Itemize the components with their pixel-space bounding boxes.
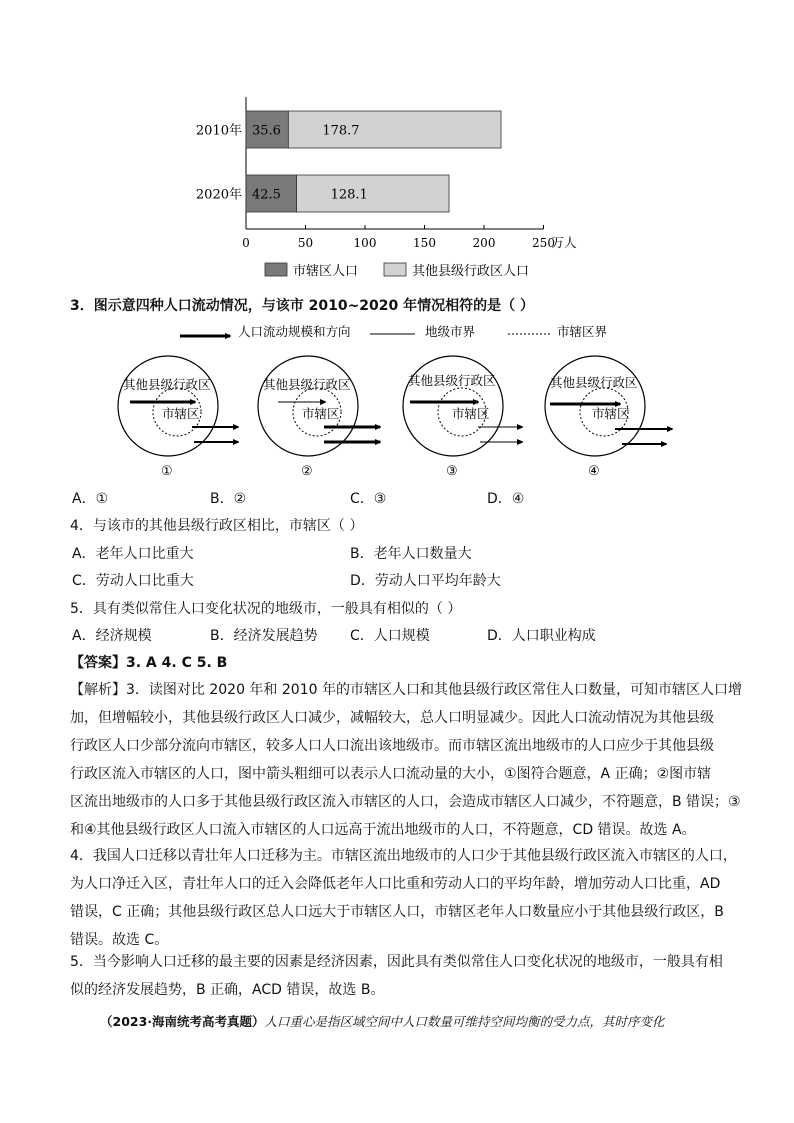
- bar-value-label: 178.7: [322, 123, 360, 139]
- q3-stem: 3．图示意四种人口流动情况，与该市 2010~2020 年情况相符的是（ ）: [70, 298, 535, 314]
- panel-1: [118, 356, 238, 479]
- x-tick-label: 150: [413, 236, 436, 250]
- analysis-q4: [70, 842, 737, 954]
- district-label: 市辖区: [162, 406, 200, 421]
- next-question-source: [100, 1012, 665, 1030]
- category-label: 2020年: [195, 187, 242, 203]
- bar-value-label: 128.1: [330, 187, 368, 203]
- q3-option-b[interactable]: B．②: [210, 491, 247, 507]
- q5-stem: 5．具有类似常住人口变化状况的地级市，一般具有相似的（ ）: [70, 601, 462, 617]
- q3-option-c[interactable]: C．③: [350, 491, 387, 507]
- district-label: 市辖区: [302, 406, 340, 421]
- analysis-line: 【解析】3．读图对比 2020 年和 2010 年的市辖区人口和其他县级行政区常住人口数量，可知市辖区人口增: [70, 682, 742, 698]
- chart-layer: [196, 97, 577, 250]
- answer-line: 【答案】3. A 4. C 5. B: [70, 655, 228, 671]
- district-label: 市辖区: [592, 406, 630, 421]
- panel-number: ①: [161, 464, 173, 479]
- population-bar-chart: [180, 95, 600, 285]
- q4-stem: 4．与该市的其他县级行政区相比，市辖区（ ）: [70, 518, 364, 534]
- county-label: 其他县级行政区: [123, 377, 211, 392]
- category-label: 2010年: [195, 123, 242, 139]
- x-tick-label: 50: [297, 236, 314, 250]
- bar-value-label: 35.6: [252, 123, 281, 139]
- legend-label-county: 其他县级行政区人口: [412, 264, 530, 279]
- legend-border-label: 地级市界: [425, 324, 476, 339]
- x-tick-label: 0: [242, 236, 250, 250]
- q3-option-a[interactable]: A．①: [72, 491, 109, 507]
- analysis-line: 行政区流入市辖区的人口，图中箭头粗细可以表示人口流动量的大小，①图符合题意，A 正确；②图市辖: [70, 766, 712, 782]
- x-tick-label: 250: [532, 236, 555, 250]
- x-tick-label: 100: [353, 236, 377, 250]
- source-label: （2023·海南统考高考真题）: [100, 1014, 265, 1029]
- legend-swatch-county: [384, 263, 406, 276]
- bar-segment: [288, 111, 501, 148]
- panel-number: ④: [588, 464, 600, 479]
- x-axis-unit: 万人: [551, 235, 577, 250]
- q3-option-d[interactable]: D．④: [487, 491, 525, 507]
- panel-3: [403, 356, 522, 479]
- analysis-line: 行政区人口少部分流向市辖区，较多人口人口流出该地级市。而市辖区流出地级市的人口应少于其他县级: [70, 738, 714, 754]
- panel-4: [545, 356, 672, 479]
- panel-number: ③: [446, 464, 458, 479]
- q4-option-b[interactable]: B．老年人口数量大: [350, 546, 472, 562]
- panel-2: [258, 356, 380, 479]
- analysis-line: 错误，C 正确；其他县级行政区总人口远大于市辖区人口，市辖区老年人口数量应小于其他县级行政区，B: [70, 904, 724, 920]
- county-label: 其他县级行政区: [408, 373, 496, 388]
- analysis-line: 似的经济发展趋势，B 正确，ACD 错误，故选 B。: [70, 982, 385, 998]
- q4-option-d[interactable]: D．劳动人口平均年龄大: [350, 573, 501, 589]
- legend-district-label: 市辖区界: [557, 324, 608, 339]
- q5-option-c[interactable]: C．人口规模: [350, 628, 430, 644]
- q3-flow-diagram: [110, 318, 710, 483]
- legend-flow-label: 人口流动规模和方向: [238, 324, 351, 339]
- panel-number: ②: [301, 464, 313, 479]
- q4-option-c[interactable]: C．劳动人口比重大: [72, 573, 194, 589]
- source-text: 人口重心是指区域空间中人口数量可维持空间均衡的受力点，其时序变化: [264, 1014, 665, 1029]
- x-tick-label: 200: [472, 236, 496, 250]
- analysis-line: 区流出地级市的人口多于其他县级行政区流入市辖区的人口，会造成市辖区人口减少，不符题意，B 错误；③: [70, 794, 741, 810]
- q4-option-a[interactable]: A．老年人口比重大: [72, 546, 194, 562]
- analysis-line: 和④其他县级行政区人口流入市辖区的人口远高于流出地级市的人口，不符题意，CD 错误。故选 A。: [70, 822, 696, 838]
- legend-label-district: 市辖区人口: [293, 264, 359, 279]
- q5-option-a[interactable]: A．经济规模: [72, 628, 152, 644]
- q5-option-b[interactable]: B．经济发展趋势: [210, 628, 318, 644]
- legend-swatch-district: [265, 263, 287, 276]
- bar-segment: [297, 175, 449, 212]
- analysis-line: 错误。故选 C。: [70, 932, 169, 948]
- bar-value-label: 42.5: [252, 187, 281, 203]
- analysis-q3: [70, 676, 742, 844]
- analysis-line: 4．我国人口迁移以青壮年人口迁移为主。市辖区流出地级市的人口少于其他县级行政区流入市辖区的人口，: [70, 848, 737, 864]
- analysis-line: 5．当今影响人口迁移的最主要的因素是经济因素，因此具有类似常住人口变化状况的地级市，一般具有相: [70, 954, 723, 970]
- county-label: 其他县级行政区: [550, 375, 638, 390]
- analysis-line: 加，但增幅较小，其他县级行政区人口减少，减幅较大，总人口明显减少。因此人口流动情况为其他县级: [70, 710, 714, 726]
- analysis-line: 为人口净迁入区，青壮年人口的迁入会降低老年人口比重和劳动人口的平均年龄，增加劳动人口比重，AD: [70, 876, 721, 892]
- county-label: 其他县级行政区: [263, 377, 351, 392]
- q5-option-d[interactable]: D．人口职业构成: [487, 628, 596, 644]
- analysis-q5: [70, 948, 730, 1004]
- district-label: 市辖区: [452, 406, 490, 421]
